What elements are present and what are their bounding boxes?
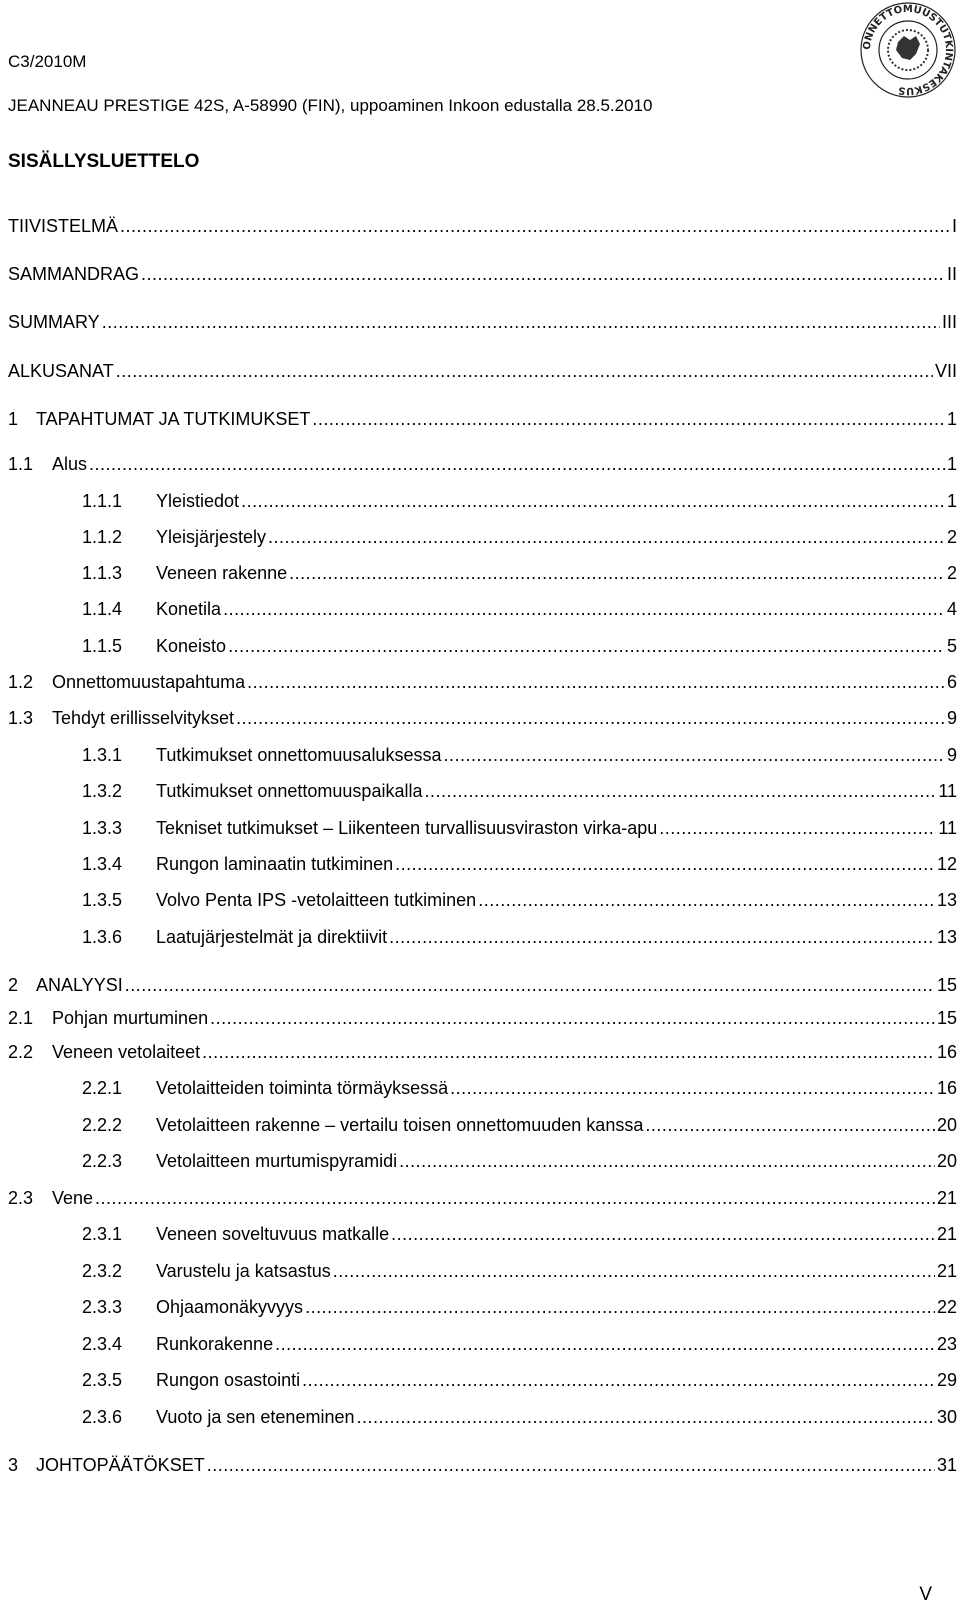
toc-dot-leader bbox=[659, 817, 936, 839]
toc-entry-page: 12 bbox=[936, 854, 957, 874]
toc-entry[interactable] bbox=[8, 1041, 957, 1063]
toc-entry-label: Vene bbox=[52, 1188, 94, 1208]
toc-entry-page: 23 bbox=[936, 1334, 957, 1354]
toc-entry[interactable] bbox=[8, 311, 957, 333]
toc-entry-label: SAMMANDRAG bbox=[8, 264, 140, 284]
toc-dot-leader bbox=[228, 635, 945, 657]
toc-entry[interactable] bbox=[8, 1260, 957, 1282]
toc-entry[interactable] bbox=[8, 1223, 957, 1245]
toc-dot-leader bbox=[424, 780, 936, 802]
toc-dot-leader bbox=[395, 853, 935, 875]
toc-entry-page: 2 bbox=[946, 563, 957, 583]
toc-entry-label: Pohjan murtuminen bbox=[52, 1008, 209, 1028]
toc-dot-leader bbox=[207, 1454, 935, 1476]
toc-entry-page: 29 bbox=[936, 1370, 957, 1390]
toc-entry-number: 1.2 bbox=[8, 672, 34, 692]
toc-dot-leader bbox=[116, 360, 933, 382]
toc-entry[interactable] bbox=[8, 1333, 957, 1355]
toc-entry-label: Tehdyt erillisselvitykset bbox=[52, 708, 235, 728]
toc-entry-label: Rungon laminaatin tutkiminen bbox=[156, 854, 394, 874]
toc-entry-page: 1 bbox=[946, 409, 957, 429]
toc-entry-number: 2.3.2 bbox=[82, 1261, 123, 1281]
toc-entry[interactable] bbox=[8, 263, 957, 285]
toc-entry-label: Vetolaitteen rakenne – vertailu toisen onnettomuuden kanssa bbox=[156, 1115, 644, 1135]
toc-entry[interactable] bbox=[8, 671, 957, 693]
toc-entry-label: Tutkimukset onnettomuusaluksessa bbox=[156, 745, 442, 765]
toc-entry-page: 9 bbox=[946, 708, 957, 728]
toc-entry-label: Koneisto bbox=[156, 636, 227, 656]
toc-entry-label: Varustelu ja katsastus bbox=[156, 1261, 331, 1281]
toc-entry-label: Veneen vetolaiteet bbox=[52, 1042, 201, 1062]
toc-dot-leader bbox=[241, 490, 945, 512]
toc-entry-page: III bbox=[941, 312, 957, 332]
toc-dot-leader bbox=[95, 1187, 935, 1209]
toc-entry-label: TAPAHTUMAT JA TUTKIMUKSET bbox=[36, 409, 311, 429]
toc-entry-page: 1 bbox=[946, 454, 957, 474]
toc-entry-number: 1.3 bbox=[8, 708, 34, 728]
toc-dot-leader bbox=[645, 1114, 935, 1136]
toc-entry-page: 11 bbox=[938, 781, 957, 801]
toc-entry[interactable] bbox=[8, 889, 957, 911]
toc-entry-number: 1.1.2 bbox=[82, 527, 123, 547]
toc-entry-label: Tekniset tutkimukset – Liikenteen turvallisuusviraston virka-apu bbox=[156, 818, 658, 838]
toc-entry-page: 11 bbox=[938, 818, 957, 838]
toc-entry-number: 2.1 bbox=[8, 1008, 34, 1028]
toc-entry-page: 21 bbox=[936, 1224, 957, 1244]
toc-entry-label: Vetolaitteiden toiminta törmäyksessä bbox=[156, 1078, 449, 1098]
toc-dot-leader bbox=[210, 1007, 935, 1029]
toc-entry[interactable] bbox=[8, 562, 957, 584]
toc-entry-label: Yleisjärjestely bbox=[156, 527, 267, 547]
toc-entry[interactable] bbox=[8, 1150, 957, 1172]
toc-entry-page: 15 bbox=[936, 975, 957, 995]
toc-entry-page: 13 bbox=[936, 927, 957, 947]
toc-dot-leader bbox=[450, 1077, 935, 1099]
toc-entry-page: I bbox=[951, 216, 957, 236]
toc-entry-number: 2.3.6 bbox=[82, 1407, 123, 1427]
toc-entry-number: 1.1.4 bbox=[82, 599, 123, 619]
toc-dot-leader bbox=[141, 263, 945, 285]
toc-dot-leader bbox=[102, 311, 940, 333]
toc-entry-number: 2.2.2 bbox=[82, 1115, 123, 1135]
toc-entry[interactable] bbox=[8, 1187, 957, 1209]
toc-entry-label: TIIVISTELMÄ bbox=[8, 216, 119, 236]
toc-entry[interactable] bbox=[8, 598, 957, 620]
toc-dot-leader bbox=[391, 1223, 935, 1245]
toc-entry-label: Alus bbox=[52, 454, 88, 474]
toc-entry-number: 1.1.5 bbox=[82, 636, 123, 656]
toc-dot-leader bbox=[268, 526, 945, 548]
toc-entry-label: Laatujärjestelmät ja direktiivit bbox=[156, 927, 388, 947]
toc-entry-number: 1.3.4 bbox=[82, 854, 123, 874]
toc-entry-number: 2.3.4 bbox=[82, 1334, 123, 1354]
toc-entry[interactable] bbox=[8, 780, 957, 802]
toc-entry[interactable] bbox=[8, 817, 957, 839]
toc-dot-leader bbox=[223, 598, 945, 620]
toc-entry-number: 2.2.3 bbox=[82, 1151, 123, 1171]
toc-entry-label: JOHTOPÄÄTÖKSET bbox=[36, 1455, 205, 1475]
toc-entry-number: 1.1.1 bbox=[82, 491, 123, 511]
onnettomuustutkintakeskus-seal-icon bbox=[858, 0, 958, 100]
toc-entry[interactable] bbox=[8, 926, 957, 948]
toc-dot-leader bbox=[356, 1406, 934, 1428]
toc-entry-number: 1.1 bbox=[8, 454, 34, 474]
toc-entry-page: 9 bbox=[946, 745, 957, 765]
toc-entry-page: 20 bbox=[936, 1151, 957, 1171]
toc-entry-number: 1.3.6 bbox=[82, 927, 123, 947]
toc-entry-number: 3 bbox=[8, 1455, 19, 1475]
toc-dot-leader bbox=[275, 1333, 935, 1355]
toc-entry-number: 1.3.2 bbox=[82, 781, 123, 801]
toc-entry-page: 21 bbox=[936, 1188, 957, 1208]
toc-entry-number: 2 bbox=[8, 975, 19, 995]
toc-entry-label: Veneen rakenne bbox=[156, 563, 288, 583]
toc-entry[interactable] bbox=[8, 1454, 957, 1476]
report-title: JEANNEAU PRESTIGE 42S, A-58990 (FIN), uppoaminen Inkoon edustalla 28.5.2010 bbox=[8, 96, 653, 115]
toc-entry-number: 2.3.1 bbox=[82, 1224, 123, 1244]
toc-entry-page: 16 bbox=[936, 1078, 957, 1098]
toc-dot-leader bbox=[289, 562, 945, 584]
toc-entry[interactable] bbox=[8, 1007, 957, 1029]
toc-entry-label: ANALYYSI bbox=[36, 975, 123, 995]
toc-entry-number: 2.3.5 bbox=[82, 1370, 123, 1390]
toc-entry-number: 2.3 bbox=[8, 1188, 34, 1208]
toc-entry-number: 2.3.3 bbox=[82, 1297, 123, 1317]
toc-entry-label: Onnettomuustapahtuma bbox=[52, 672, 246, 692]
toc-entry-number: 1.3.3 bbox=[82, 818, 123, 838]
toc-dot-leader bbox=[443, 744, 945, 766]
toc-entry[interactable] bbox=[8, 1406, 957, 1428]
toc-entry[interactable] bbox=[8, 526, 957, 548]
toc-dot-leader bbox=[236, 707, 945, 729]
report-code: C3/2010M bbox=[8, 52, 87, 71]
toc-entry-page: 6 bbox=[946, 672, 957, 692]
toc-entry-page: 20 bbox=[936, 1115, 957, 1135]
toc-dot-leader bbox=[125, 974, 935, 996]
toc-dot-leader bbox=[202, 1041, 935, 1063]
toc-entry[interactable] bbox=[8, 360, 957, 382]
toc-entry-page: 2 bbox=[946, 527, 957, 547]
toc-entry[interactable] bbox=[8, 635, 957, 657]
toc-dot-leader bbox=[312, 408, 945, 430]
toc-entry[interactable] bbox=[8, 1077, 957, 1099]
toc-entry-page: 13 bbox=[936, 890, 957, 910]
page-number: V bbox=[919, 1584, 932, 1605]
toc-entry-label: Vuoto ja sen eteneminen bbox=[156, 1407, 355, 1427]
toc-entry-page: VII bbox=[934, 361, 957, 381]
toc-entry-page: 16 bbox=[936, 1042, 957, 1062]
toc-entry-label: Yleistiedot bbox=[156, 491, 240, 511]
toc-entry-label: Ohjaamonäkyvyys bbox=[156, 1297, 304, 1317]
toc-entry-label: Rungon osastointi bbox=[156, 1370, 301, 1390]
toc-entry-page: 4 bbox=[946, 599, 957, 619]
toc-entry-label: SUMMARY bbox=[8, 312, 100, 332]
toc-dot-leader bbox=[333, 1260, 935, 1282]
toc-entry-label: ALKUSANAT bbox=[8, 361, 114, 381]
toc-entry-label: Veneen soveltuvuus matkalle bbox=[156, 1224, 390, 1244]
toc-entry-page: 21 bbox=[936, 1261, 957, 1281]
toc-entry-page: 5 bbox=[946, 636, 957, 656]
logo-ring-text: ONNETTOMUUSTUTKINTAKESKUS bbox=[861, 3, 955, 97]
toc-entry[interactable] bbox=[8, 490, 957, 512]
toc-entry-page: II bbox=[946, 264, 957, 284]
toc-entry-label: Konetila bbox=[156, 599, 222, 619]
toc-entry[interactable] bbox=[8, 744, 957, 766]
toc-dot-leader bbox=[478, 889, 935, 911]
toc-dot-leader bbox=[120, 215, 950, 237]
toc-entry-page: 31 bbox=[936, 1455, 957, 1475]
toc-entry[interactable] bbox=[8, 707, 957, 729]
toc-entry-label: Volvo Penta IPS -vetolaitteen tutkiminen bbox=[156, 890, 477, 910]
toc-entry-label: Tutkimukset onnettomuuspaikalla bbox=[156, 781, 423, 801]
toc-dot-leader bbox=[302, 1369, 935, 1391]
toc-entry-page: 22 bbox=[936, 1297, 957, 1317]
toc-entry[interactable] bbox=[8, 215, 957, 237]
page-title: SISÄLLYSLUETTELO bbox=[8, 151, 200, 172]
toc-entry[interactable] bbox=[8, 408, 957, 430]
toc-dot-leader bbox=[247, 671, 945, 693]
toc-entry[interactable] bbox=[8, 853, 957, 875]
toc-entry-number: 1.1.3 bbox=[82, 563, 123, 583]
toc-dot-leader bbox=[305, 1296, 935, 1318]
toc-entry[interactable] bbox=[8, 1114, 957, 1136]
toc-entry-number: 2.2 bbox=[8, 1042, 34, 1062]
toc-entry-page: 30 bbox=[936, 1407, 957, 1427]
toc-entry-label: Runkorakenne bbox=[156, 1334, 274, 1354]
toc-entry[interactable] bbox=[8, 1369, 957, 1391]
toc-entry[interactable] bbox=[8, 1296, 957, 1318]
toc-entry-number: 1.3.5 bbox=[82, 890, 123, 910]
toc-entry-page: 15 bbox=[936, 1008, 957, 1028]
toc-entry-number: 1 bbox=[8, 409, 19, 429]
toc-entry-page: 1 bbox=[946, 491, 957, 511]
toc-entry-label: Vetolaitteen murtumispyramidi bbox=[156, 1151, 398, 1171]
toc-dot-leader bbox=[389, 926, 935, 948]
toc-entry-number: 1.3.1 bbox=[82, 745, 123, 765]
toc-dot-leader bbox=[399, 1150, 935, 1172]
toc-entry[interactable] bbox=[8, 453, 957, 475]
toc-entry[interactable] bbox=[8, 974, 957, 996]
toc-dot-leader bbox=[89, 453, 945, 475]
toc-entry-number: 2.2.1 bbox=[82, 1078, 123, 1098]
